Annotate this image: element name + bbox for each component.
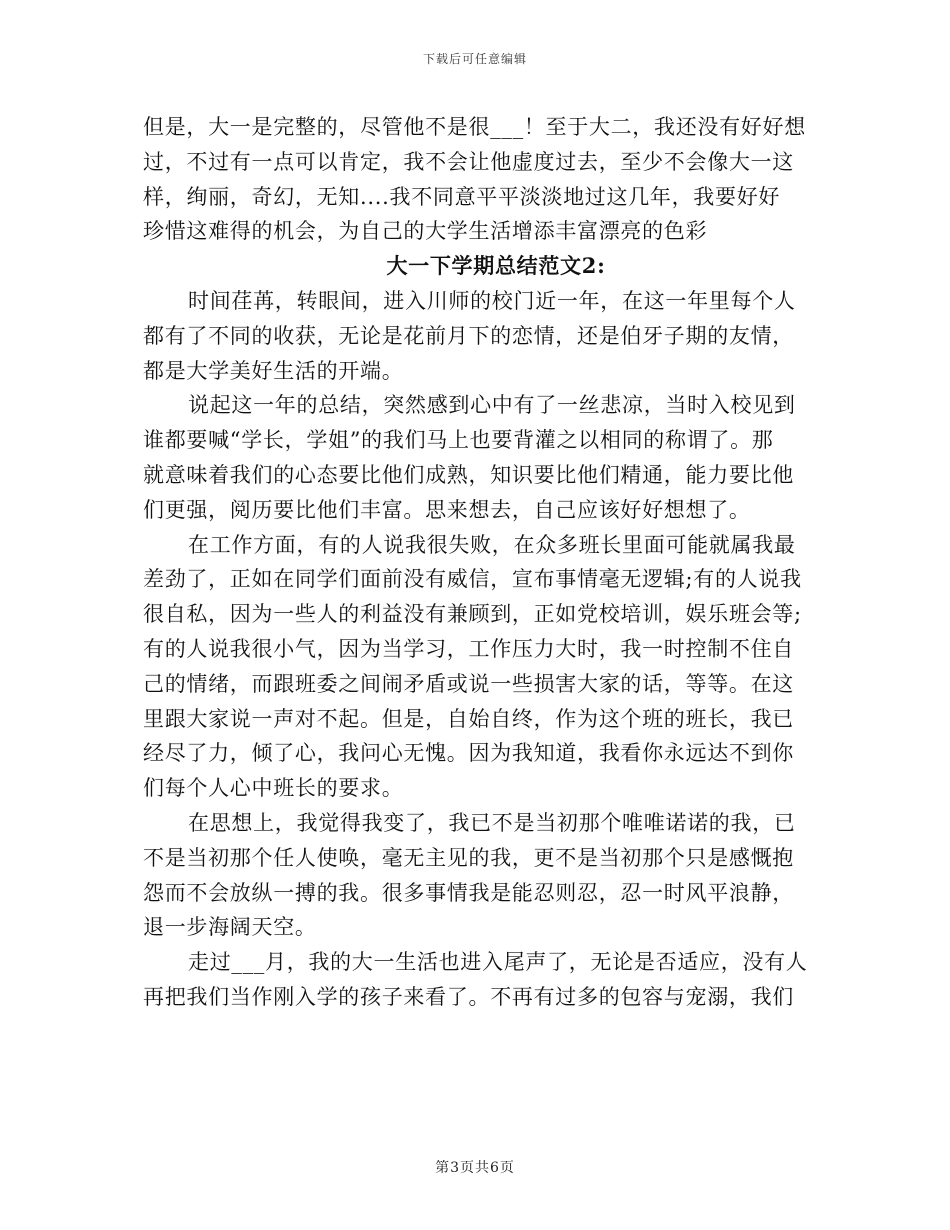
- text-line: 时间荏苒，转眼间，进入川师的校门近一年，在这一年里每个人: [188, 288, 796, 313]
- text-line: 不是当初那个任人使唤，毫无主见的我，更不是当初那个只是感慨抱: [143, 845, 794, 870]
- text-line: 在工作方面，有的人说我很失败，在众多班长里面可能就属我最: [188, 532, 796, 557]
- text-line: 己的情绪，而跟班委之间闹矛盾或说一些损害大家的话，等等。在这: [143, 671, 794, 696]
- paragraph-continuation: [143, 110, 809, 249]
- paragraph: [143, 528, 809, 806]
- paragraph: [143, 945, 809, 1015]
- text-line: 就意味着我们的心态要比他们成熟，知识要比他们精通，能力要比他: [143, 462, 794, 487]
- text-line: 说起这一年的总结，突然感到心中有了一丝悲凉，当时入校见到: [188, 393, 796, 418]
- paragraph: [143, 388, 809, 527]
- text-line: 都是大学美好生活的开端。: [143, 358, 404, 383]
- text-line: 们更强，阅历要比他们丰富。思来想去，自己应该好好想想了。: [143, 497, 751, 522]
- text-line: 再把我们当作刚入学的孩子来看了。不再有过多的包容与宠溺，我们: [143, 984, 794, 1009]
- paragraph: [143, 806, 809, 945]
- text-line: 珍惜这难得的机会，为自己的大学生活增添丰富漂亮的色彩: [143, 219, 708, 244]
- text-line: 退一步海阔天空。: [143, 915, 317, 940]
- text-line: 很自私，因为一些人的利益没有兼顾到，正如党校培训，娱乐班会等;: [143, 602, 802, 627]
- text-line: 都有了不同的收获，无论是花前月下的恋情，还是伯牙子期的友情，: [143, 323, 794, 348]
- text-line: 谁都要喊“学长，学姐”的我们马上也要背灌之以相同的称谓了。那: [143, 428, 774, 453]
- text-line: 有的人说我很小气，因为当学习，工作压力大时，我一时控制不住自: [143, 636, 794, 661]
- text-line: 差劲了，正如在同学们面前没有威信，宣布事情毫无逻辑;有的人说我: [143, 567, 802, 592]
- page-footer: 第3页共6页: [435, 1160, 515, 1176]
- text-line: 过，不过有一点可以肯定，我不会让他虚度过去，至少不会像大一这: [143, 149, 794, 174]
- text-line: 在思想上，我觉得我变了，我已不是当初那个唯唯诺诺的我，已: [188, 810, 796, 835]
- section-title: 大一下学期总结范文2:: [386, 253, 606, 279]
- document-body: [143, 110, 809, 1015]
- text-line: 们每个人心中班长的要求。: [143, 776, 404, 801]
- text-line: 走过___月，我的大一生活也进入尾声了，无论是否适应，没有人: [188, 950, 808, 975]
- text-line: 样，绚丽，奇幻，无知....我不同意平平淡淡地过这几年，我要好好: [143, 184, 781, 209]
- text-line: 但是，大一是完整的，尽管他不是很___！至于大二，我还没有好好想: [143, 115, 806, 139]
- page-header: 下载后可任意编辑: [422, 52, 527, 66]
- text-line: 经尽了力，倾了心，我问心无愧。因为我知道，我看你永远达不到你: [143, 741, 794, 766]
- text-line: 怨而不会放纵一搏的我。很多事情我是能忍则忍，忍一时风平浪静，: [143, 880, 794, 905]
- paragraph: [143, 284, 809, 388]
- text-line: 里跟大家说一声对不起。但是，自始自终，作为这个班的班长，我已: [143, 706, 794, 731]
